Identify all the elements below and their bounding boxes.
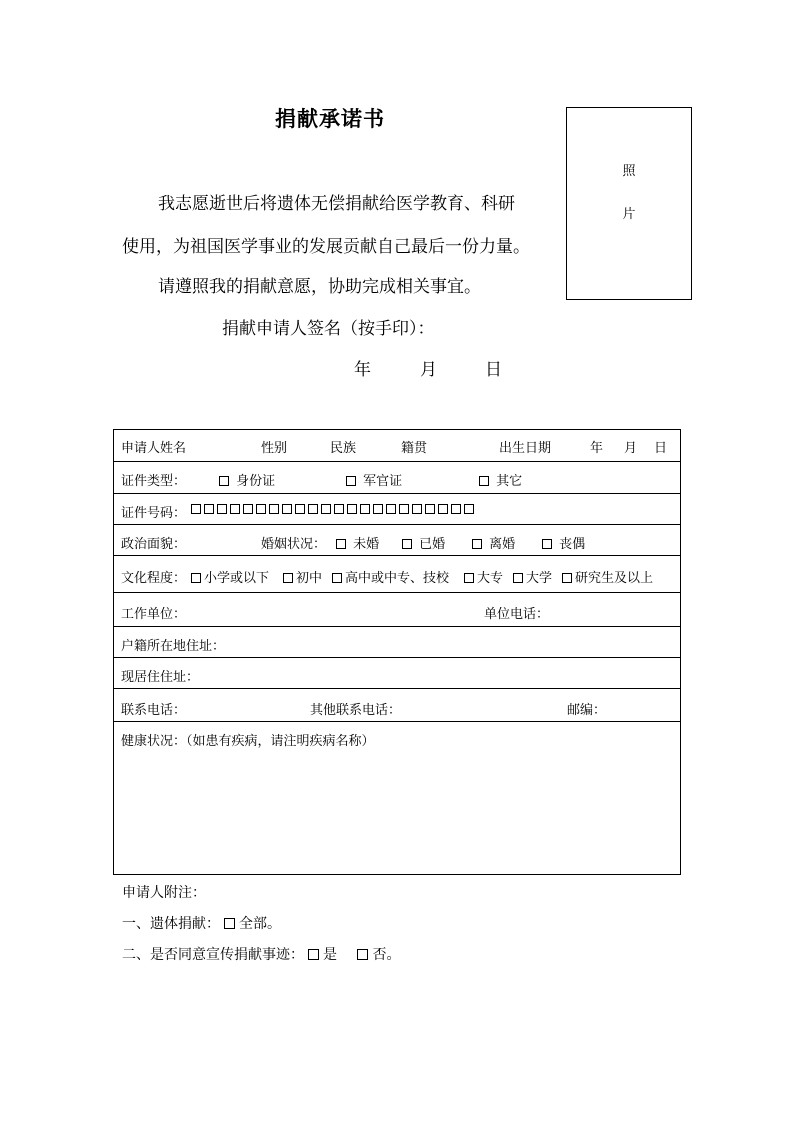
political-status-label: 政治面貌： [121,537,187,552]
education-label: 文化程度： [121,571,187,586]
education-option-college[interactable] [464,567,503,586]
checkbox[interactable] [542,539,552,549]
id-digit-box[interactable] [386,504,396,514]
native-place-label: 籍贯 [401,441,428,456]
id-number-label: 证件号码： [121,506,187,521]
note-body-donation-option: 全部。 [239,916,281,932]
marital-option-divorced[interactable] [472,533,515,552]
applicant-info-form [113,429,681,875]
date-year-label: 年 [354,360,371,380]
id-digit-box[interactable] [191,504,201,514]
option-label: 初中 [296,571,323,586]
applicant-name-label: 申请人姓名 [121,441,187,456]
id-digit-box[interactable] [360,504,370,514]
id-digit-box[interactable] [321,504,331,514]
id-type-option-other[interactable] [479,470,522,489]
id-digit-box[interactable] [438,504,448,514]
pledge-paragraph-line-2: 使用，为祖国医学事业的发展贡献自己最后一份力量。 [122,237,530,257]
signature-label: 捐献申请人签名（按手印）： [222,319,435,339]
id-type-label: 证件类型： [121,474,187,489]
photo-label-char-1: 照 [622,164,636,179]
education-option-graduate[interactable] [562,567,653,586]
option-label: 已婚 [419,537,446,552]
education-option-university[interactable] [513,567,552,586]
checkbox[interactable] [562,573,572,583]
checkbox[interactable] [336,539,346,549]
option-label: 军官证 [363,474,403,489]
work-phone-label: 单位电话： [484,607,550,622]
checkbox[interactable] [191,573,201,583]
gender-label: 性别 [261,441,288,456]
id-digit-box[interactable] [204,504,214,514]
checkbox[interactable] [402,539,412,549]
birth-day-label: 日 [654,441,668,456]
form-row-household-address [114,627,680,658]
option-label: 其它 [496,474,523,489]
option-label: 研究生及以上 [575,571,654,586]
id-digit-box[interactable] [269,504,279,514]
form-row-politics-marital [114,525,680,556]
publicity-yes-label: 是 [323,947,337,963]
marital-status-label: 婚姻状况： [261,537,327,552]
checkbox[interactable] [283,573,293,583]
checkbox[interactable] [346,476,356,486]
note-publicity-consent [122,944,400,964]
id-digit-box[interactable] [425,504,435,514]
note-publicity-label: 二、是否同意宣传捐献事迹： [122,947,304,963]
id-digit-box[interactable] [282,504,292,514]
id-digit-box[interactable] [308,504,318,514]
id-digit-box[interactable] [230,504,240,514]
birth-month-label: 月 [624,441,638,456]
option-label: 大学 [526,571,553,586]
birth-year-label: 年 [590,441,604,456]
form-row-id-type [114,462,680,494]
current-address-label: 现居住住址： [121,670,200,685]
id-digit-box[interactable] [464,504,474,514]
marital-option-widowed[interactable] [542,533,585,552]
form-row-basic-info [114,430,680,462]
publicity-no-label: 否。 [372,947,401,963]
education-option-primary[interactable] [191,567,269,586]
note-body-donation-label: 一、遗体捐献： [122,916,220,932]
checkbox[interactable] [472,539,482,549]
health-status-label: 健康状况：（如患有疾病，请注明疾病名称） [121,734,375,749]
id-digit-box[interactable] [256,504,266,514]
id-number-boxes[interactable] [191,502,477,517]
option-label: 大专 [477,571,504,586]
checkbox[interactable] [308,949,319,960]
pledge-paragraph-line-3: 请遵照我的捐献意愿，协助完成相关事宜。 [158,277,481,297]
document-title: 捐献承诺书 [275,106,385,131]
birthdate-label: 出生日期 [499,441,552,456]
zip-code-label: 邮编： [567,703,607,718]
checkbox[interactable] [219,476,229,486]
id-digit-box[interactable] [217,504,227,514]
date-day-label: 日 [485,360,502,380]
date-month-label: 月 [420,360,437,380]
form-row-health [114,722,680,874]
id-digit-box[interactable] [347,504,357,514]
id-digit-box[interactable] [243,504,253,514]
phone-label: 联系电话： [121,703,187,718]
form-row-contact [114,689,680,722]
checkbox[interactable] [224,918,235,929]
note-body-donation [122,913,281,933]
option-label: 高中或中专、技校 [345,571,450,586]
form-row-employer [114,593,680,627]
checkbox[interactable] [357,949,368,960]
option-label: 小学或以下 [204,571,270,586]
form-row-current-address [114,658,680,689]
photo-label-char-2: 片 [622,207,636,222]
household-address-label: 户籍所在地住址： [121,639,226,654]
id-type-option-id-card[interactable] [219,470,275,489]
form-row-id-number [114,494,680,525]
marital-option-married[interactable] [402,533,445,552]
notes-heading: 申请人附注： [122,885,206,901]
form-row-education [114,556,680,593]
photo-placeholder [566,107,692,300]
pledge-paragraph-line-1: 我志愿逝世后将遗体无偿捐献给医学教育、科研 [158,194,515,214]
id-digit-box[interactable] [334,504,344,514]
id-digit-box[interactable] [412,504,422,514]
id-digit-box[interactable] [399,504,409,514]
education-option-junior-high[interactable] [283,567,322,586]
employer-label: 工作单位： [121,607,187,622]
checkbox[interactable] [464,573,474,583]
id-digit-box[interactable] [295,504,305,514]
option-label: 身份证 [236,474,276,489]
id-type-option-military[interactable] [346,470,402,489]
checkbox[interactable] [513,573,523,583]
id-digit-box[interactable] [373,504,383,514]
education-option-senior-high[interactable] [332,567,449,586]
marital-option-single[interactable] [336,533,379,552]
option-label: 未婚 [353,537,380,552]
other-phone-label: 其他联系电话： [310,703,402,718]
checkbox[interactable] [332,573,342,583]
option-label: 丧偶 [559,537,586,552]
option-label: 离婚 [489,537,516,552]
ethnicity-label: 民族 [330,441,357,456]
checkbox[interactable] [479,476,489,486]
id-digit-box[interactable] [451,504,461,514]
